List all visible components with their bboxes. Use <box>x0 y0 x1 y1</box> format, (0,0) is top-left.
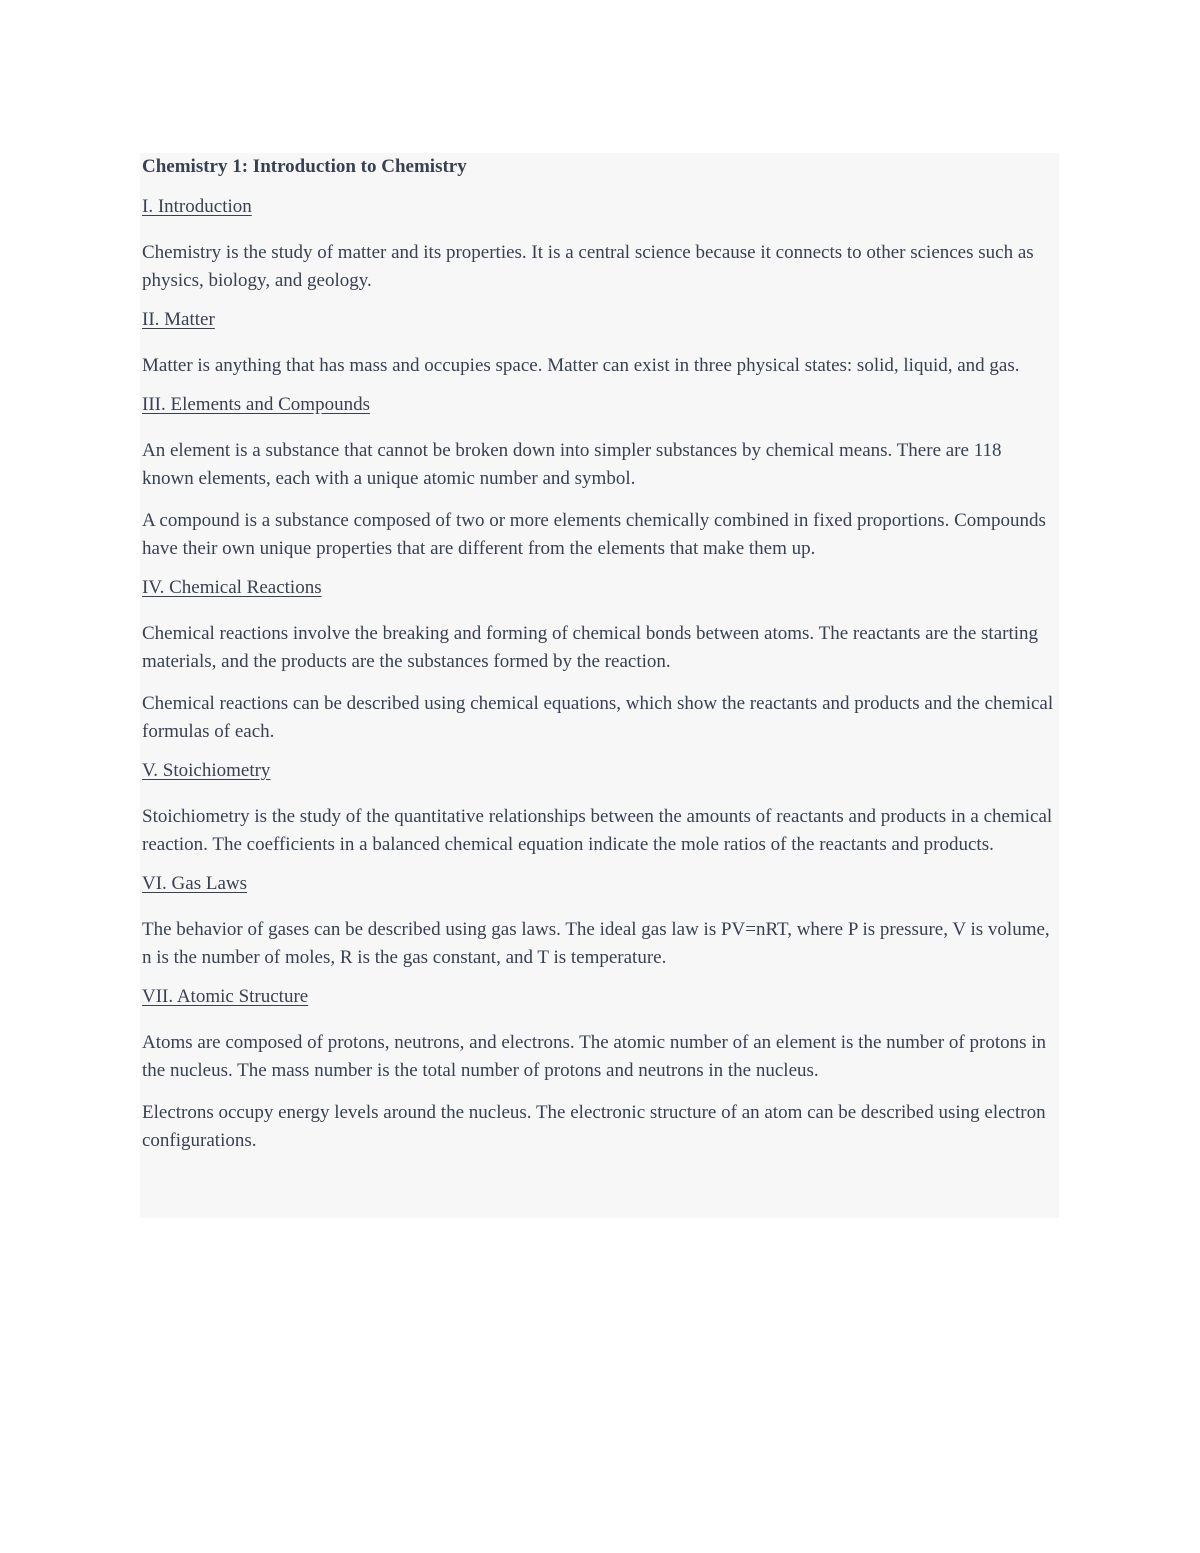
paragraph: The behavior of gases can be described using gas laws. The ideal gas law is PV=nRT, where P is pressure, V is volume, n is the number of moles, R is the gas constant, and T is temperature. <box>142 919 1050 968</box>
section-heading: II. Matter <box>142 309 215 330</box>
paragraph: Chemistry is the study of matter and its properties. It is a central science because it connects to other sciences such as physics, biology, and geology. <box>142 242 1034 291</box>
paragraph: An element is a substance that cannot be broken down into simpler substances by chemical means. There are 118 known elements, each with a unique atomic number and symbol. <box>142 440 1002 489</box>
section-heading: VI. Gas Laws <box>142 873 248 894</box>
section-heading: VII. Atomic Structure <box>142 986 309 1007</box>
document-body <box>142 156 1057 1169</box>
section-matter <box>142 309 1057 380</box>
section-atomic-structure <box>142 986 1057 1155</box>
section-gas-laws <box>142 873 1057 972</box>
section-heading: III. Elements and Compounds <box>142 394 370 415</box>
section-heading: I. Introduction <box>142 196 252 217</box>
paragraph: Chemical reactions can be described using chemical equations, which show the reactants and products and the chemical formulas of each. <box>142 693 1054 742</box>
section-chemical-reactions <box>142 577 1057 746</box>
paragraph: Stoichiometry is the study of the quantitative relationships between the amounts of reactants and products in a chemical reaction. The coefficients in a balanced chemical equation indicate the mole ratios of the reactants and products. <box>142 806 1053 855</box>
paragraph: Electrons occupy energy levels around the nucleus. The electronic structure of an atom can be described using electron configurations. <box>142 1102 1046 1151</box>
section-elements-and-compounds <box>142 394 1057 563</box>
paragraph: Chemical reactions involve the breaking and forming of chemical bonds between atoms. The reactants are the starting materials, and the products are the substances formed by the reaction. <box>142 623 1039 672</box>
section-introduction <box>142 196 1057 295</box>
section-heading: IV. Chemical Reactions <box>142 577 322 598</box>
paragraph: A compound is a substance composed of two or more elements chemically combined in fixed proportions. Compounds have their own unique properties that are different from the elements that make them up. <box>142 510 1046 559</box>
content-block <box>140 153 1059 1218</box>
section-stoichiometry <box>142 760 1057 859</box>
section-heading: V. Stoichiometry <box>142 760 271 781</box>
paragraph: Atoms are composed of protons, neutrons, and electrons. The atomic number of an element is the number of protons in the nucleus. The mass number is the total number of protons and neutrons in the nucleus. <box>142 1032 1047 1081</box>
document-title: Chemistry 1: Introduction to Chemistry <box>142 156 467 177</box>
paragraph: Matter is anything that has mass and occupies space. Matter can exist in three physical states: solid, liquid, and gas. <box>142 355 1020 376</box>
